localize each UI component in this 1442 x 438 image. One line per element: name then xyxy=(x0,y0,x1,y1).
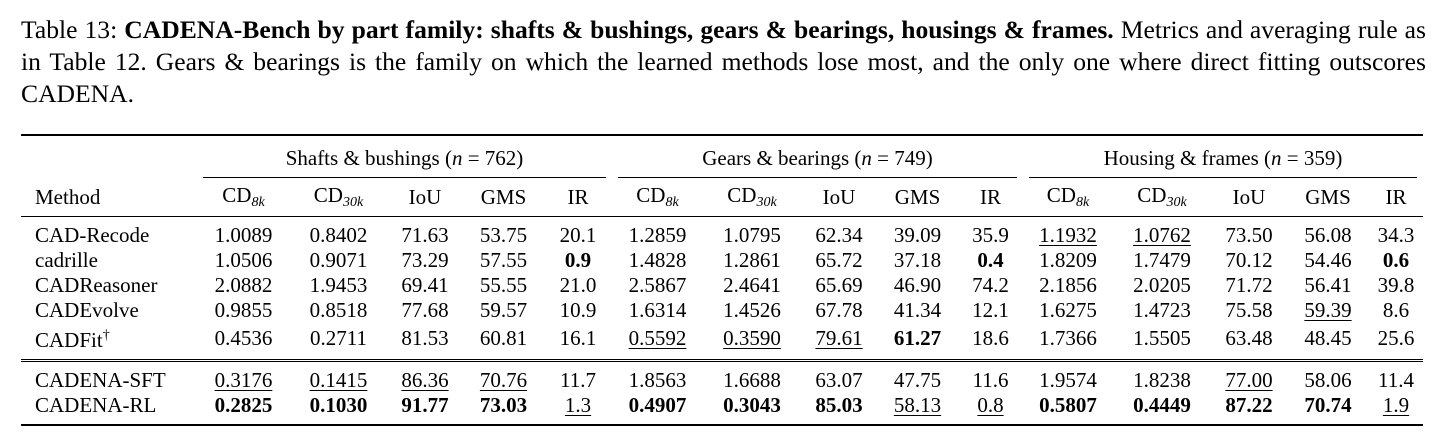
metric-cell: 1.2861 xyxy=(723,248,781,272)
metric-cell: 0.6 xyxy=(1382,248,1410,272)
metric-cell: 69.41 xyxy=(401,273,449,297)
method-name: cadrille xyxy=(35,248,98,272)
metric-cell: 58.13 xyxy=(877,393,958,425)
metric-cell: 0.2825 xyxy=(197,393,290,425)
metric-cell: 1.8563 xyxy=(612,361,703,394)
metric-cell: 57.55 xyxy=(479,248,528,272)
metric-cell: 0.3590 xyxy=(723,325,781,350)
metric-cell: 63.48 xyxy=(1225,325,1273,350)
metric-cell: 1.7366 xyxy=(1039,325,1097,350)
metric-cell: 0.4449 xyxy=(1113,393,1211,425)
ir-header: IR xyxy=(958,178,1023,217)
metric-cell: 0.9855 xyxy=(214,298,273,322)
cd8k-header: $CD_{8k}$ xyxy=(197,178,290,217)
metric-cell: 1.1932 xyxy=(1039,223,1097,247)
metric-cell: 77.00 xyxy=(1211,361,1287,394)
iou-header: IoU xyxy=(1211,178,1287,217)
cd30k-header: $CD_{30k}$ xyxy=(290,178,387,217)
metric-cell: 59.39 xyxy=(1304,298,1352,322)
metric-cell: 86.36 xyxy=(387,361,463,394)
metric-cell: 1.4526 xyxy=(723,298,781,322)
table-row xyxy=(21,298,1423,323)
method-name: CADEvolve xyxy=(35,298,139,322)
table-row xyxy=(21,361,1423,394)
metric-cell: 0.4 xyxy=(977,248,1004,272)
metric-cell: 0.5592 xyxy=(628,325,687,350)
metric-cell: 48.45 xyxy=(1304,325,1352,350)
metric-cell: 0.1415 xyxy=(290,361,387,394)
metric-cell: 0.3176 xyxy=(197,361,290,394)
metric-cell: 0.4536 xyxy=(214,325,273,350)
metric-cell: 46.90 xyxy=(893,273,942,297)
results-table xyxy=(21,134,1423,426)
metric-cell: 70.74 xyxy=(1287,393,1369,425)
metric-cell: 1.2859 xyxy=(628,223,687,247)
cd30k-header: $CD_{30k}$ xyxy=(1113,178,1211,217)
metric-cell: 1.0089 xyxy=(214,223,273,247)
metric-cell: 10.9 xyxy=(559,298,597,322)
metric-cell: 25.6 xyxy=(1377,325,1415,350)
metric-cell: 11.6 xyxy=(958,361,1023,394)
metric-cell: 1.7479 xyxy=(1133,248,1191,272)
metric-cell: 71.72 xyxy=(1225,273,1273,297)
iou-header: IoU xyxy=(801,178,877,217)
table-row xyxy=(21,323,1423,361)
metric-cell: 74.2 xyxy=(972,273,1009,297)
metric-cell: 1.5505 xyxy=(1133,325,1191,350)
metric-cell: 0.1030 xyxy=(290,393,387,425)
metric-cell: 1.8238 xyxy=(1113,361,1211,394)
metric-cell: 16.1 xyxy=(559,325,597,350)
table-row xyxy=(21,248,1423,273)
table-row xyxy=(21,393,1423,425)
metric-cell: 1.0762 xyxy=(1133,223,1191,247)
metric-cell: 79.61 xyxy=(815,325,863,350)
metric-cell: 54.46 xyxy=(1304,248,1352,272)
metric-cell: 1.4723 xyxy=(1133,298,1191,322)
metric-cell: 1.9453 xyxy=(309,273,368,297)
group-header: Housing & frames (n = 359) xyxy=(1023,135,1423,178)
metric-cell: 73.50 xyxy=(1225,223,1273,247)
metric-cell: 34.3 xyxy=(1377,223,1415,247)
metric-cell: 20.1 xyxy=(559,223,597,247)
metric-cell: 60.81 xyxy=(479,325,528,350)
group-header: Gears & bearings (n = 749) xyxy=(612,135,1023,178)
metric-cell: 21.0 xyxy=(559,273,597,297)
gms-header: GMS xyxy=(1287,178,1369,217)
cd8k-header: $CD_{8k}$ xyxy=(612,178,703,217)
metric-cell: 1.3 xyxy=(544,393,612,425)
metric-cell: 11.4 xyxy=(1369,361,1423,394)
metric-cell: 18.6 xyxy=(972,325,1009,350)
metric-cell: 37.18 xyxy=(893,248,942,272)
metric-cell: 65.72 xyxy=(815,248,863,272)
metric-cell: 61.27 xyxy=(893,325,942,350)
metric-cell: 1.9574 xyxy=(1023,361,1113,394)
metric-cell: 55.55 xyxy=(479,273,528,297)
metric-cell: 1.9 xyxy=(1369,393,1423,425)
group-header: Shafts & bushings (n = 762) xyxy=(197,135,612,178)
caption-title: CADENA-Bench by part family: shafts & bushings, gears & bearings, housings & frames. xyxy=(124,15,1114,44)
metric-cell: 0.9 xyxy=(564,248,592,272)
metric-cell: 81.53 xyxy=(401,325,449,350)
metric-cell: 87.22 xyxy=(1211,393,1287,425)
metric-cell: 63.07 xyxy=(801,361,877,394)
metric-cell: 59.57 xyxy=(479,298,528,322)
table-caption xyxy=(21,14,1426,110)
metric-cell: 70.12 xyxy=(1225,248,1273,272)
metric-cell: 67.78 xyxy=(815,298,863,322)
metric-cell: 2.1856 xyxy=(1039,273,1097,297)
ir-header: IR xyxy=(544,178,612,217)
metric-cell: 1.0506 xyxy=(214,248,273,272)
metric-cell: 0.8402 xyxy=(309,223,368,247)
metric-cell: 41.34 xyxy=(893,298,942,322)
method-name: CADFit† xyxy=(35,328,110,352)
metric-cell: 70.76 xyxy=(463,361,544,394)
metric-cell: 2.0882 xyxy=(214,273,273,297)
method-name: CADENA-RL xyxy=(21,393,197,425)
metric-cell: 8.6 xyxy=(1382,298,1410,322)
metric-cell: 0.8 xyxy=(958,393,1023,425)
metric-cell: 73.03 xyxy=(463,393,544,425)
iou-header: IoU xyxy=(387,178,463,217)
metric-cell: 71.63 xyxy=(401,223,449,247)
table-row xyxy=(21,217,1423,249)
gms-header: GMS xyxy=(463,178,544,217)
gms-header: GMS xyxy=(877,178,958,217)
metric-cell: 0.2711 xyxy=(310,325,367,350)
metric-cell: 53.75 xyxy=(479,223,528,247)
caption-label: Table 13: xyxy=(21,15,118,44)
method-name: CAD-Recode xyxy=(35,223,150,247)
metric-cell: 12.1 xyxy=(972,298,1009,322)
metric-cell: 75.58 xyxy=(1225,298,1273,322)
metric-cell: 39.8 xyxy=(1377,273,1415,297)
metric-cell: 62.34 xyxy=(815,223,863,247)
metric-cell: 56.08 xyxy=(1304,223,1352,247)
metric-cell: 56.41 xyxy=(1304,273,1352,297)
ir-header: IR xyxy=(1369,178,1423,217)
method-column-header: Method xyxy=(21,178,197,217)
metric-cell: 65.69 xyxy=(815,273,863,297)
metric-cell: 1.8209 xyxy=(1039,248,1097,272)
metric-cell: 39.09 xyxy=(893,223,942,247)
metric-cell: 47.75 xyxy=(877,361,958,394)
metric-cell: 1.0795 xyxy=(723,223,781,247)
blank-corner xyxy=(21,135,197,178)
metric-cell: 77.68 xyxy=(401,298,449,322)
metric-cell: 1.6688 xyxy=(703,361,801,394)
table-row xyxy=(21,273,1423,298)
metric-cell: 73.29 xyxy=(401,248,449,272)
metric-cell: 1.6275 xyxy=(1039,298,1097,322)
metric-cell: 2.4641 xyxy=(723,273,781,297)
cd30k-header: $CD_{30k}$ xyxy=(703,178,801,217)
metric-cell: 0.8518 xyxy=(309,298,368,322)
metric-cell: 0.5807 xyxy=(1023,393,1113,425)
metric-cell: 0.9071 xyxy=(309,248,368,272)
metric-cell: 0.4907 xyxy=(612,393,703,425)
metric-cell: 1.4828 xyxy=(628,248,687,272)
method-name: CADReasoner xyxy=(35,273,158,297)
metric-cell: 1.6314 xyxy=(628,298,687,322)
metric-cell: 11.7 xyxy=(544,361,612,394)
metric-cell: 85.03 xyxy=(801,393,877,425)
metric-cell: 58.06 xyxy=(1287,361,1369,394)
cd8k-header: $CD_{8k}$ xyxy=(1023,178,1113,217)
caption-text: Metrics and averaging rule as in Table 12. Gears & bearings is the family on which the learned methods lose most, and the only one where direct fitting outscores CADENA. xyxy=(21,15,1426,108)
metric-cell: 35.9 xyxy=(972,223,1009,247)
metric-cell: 91.77 xyxy=(387,393,463,425)
metric-cell: 0.3043 xyxy=(703,393,801,425)
method-name: CADENA-SFT xyxy=(21,361,197,394)
metric-cell: 2.0205 xyxy=(1133,273,1191,297)
metric-cell: 2.5867 xyxy=(628,273,687,297)
